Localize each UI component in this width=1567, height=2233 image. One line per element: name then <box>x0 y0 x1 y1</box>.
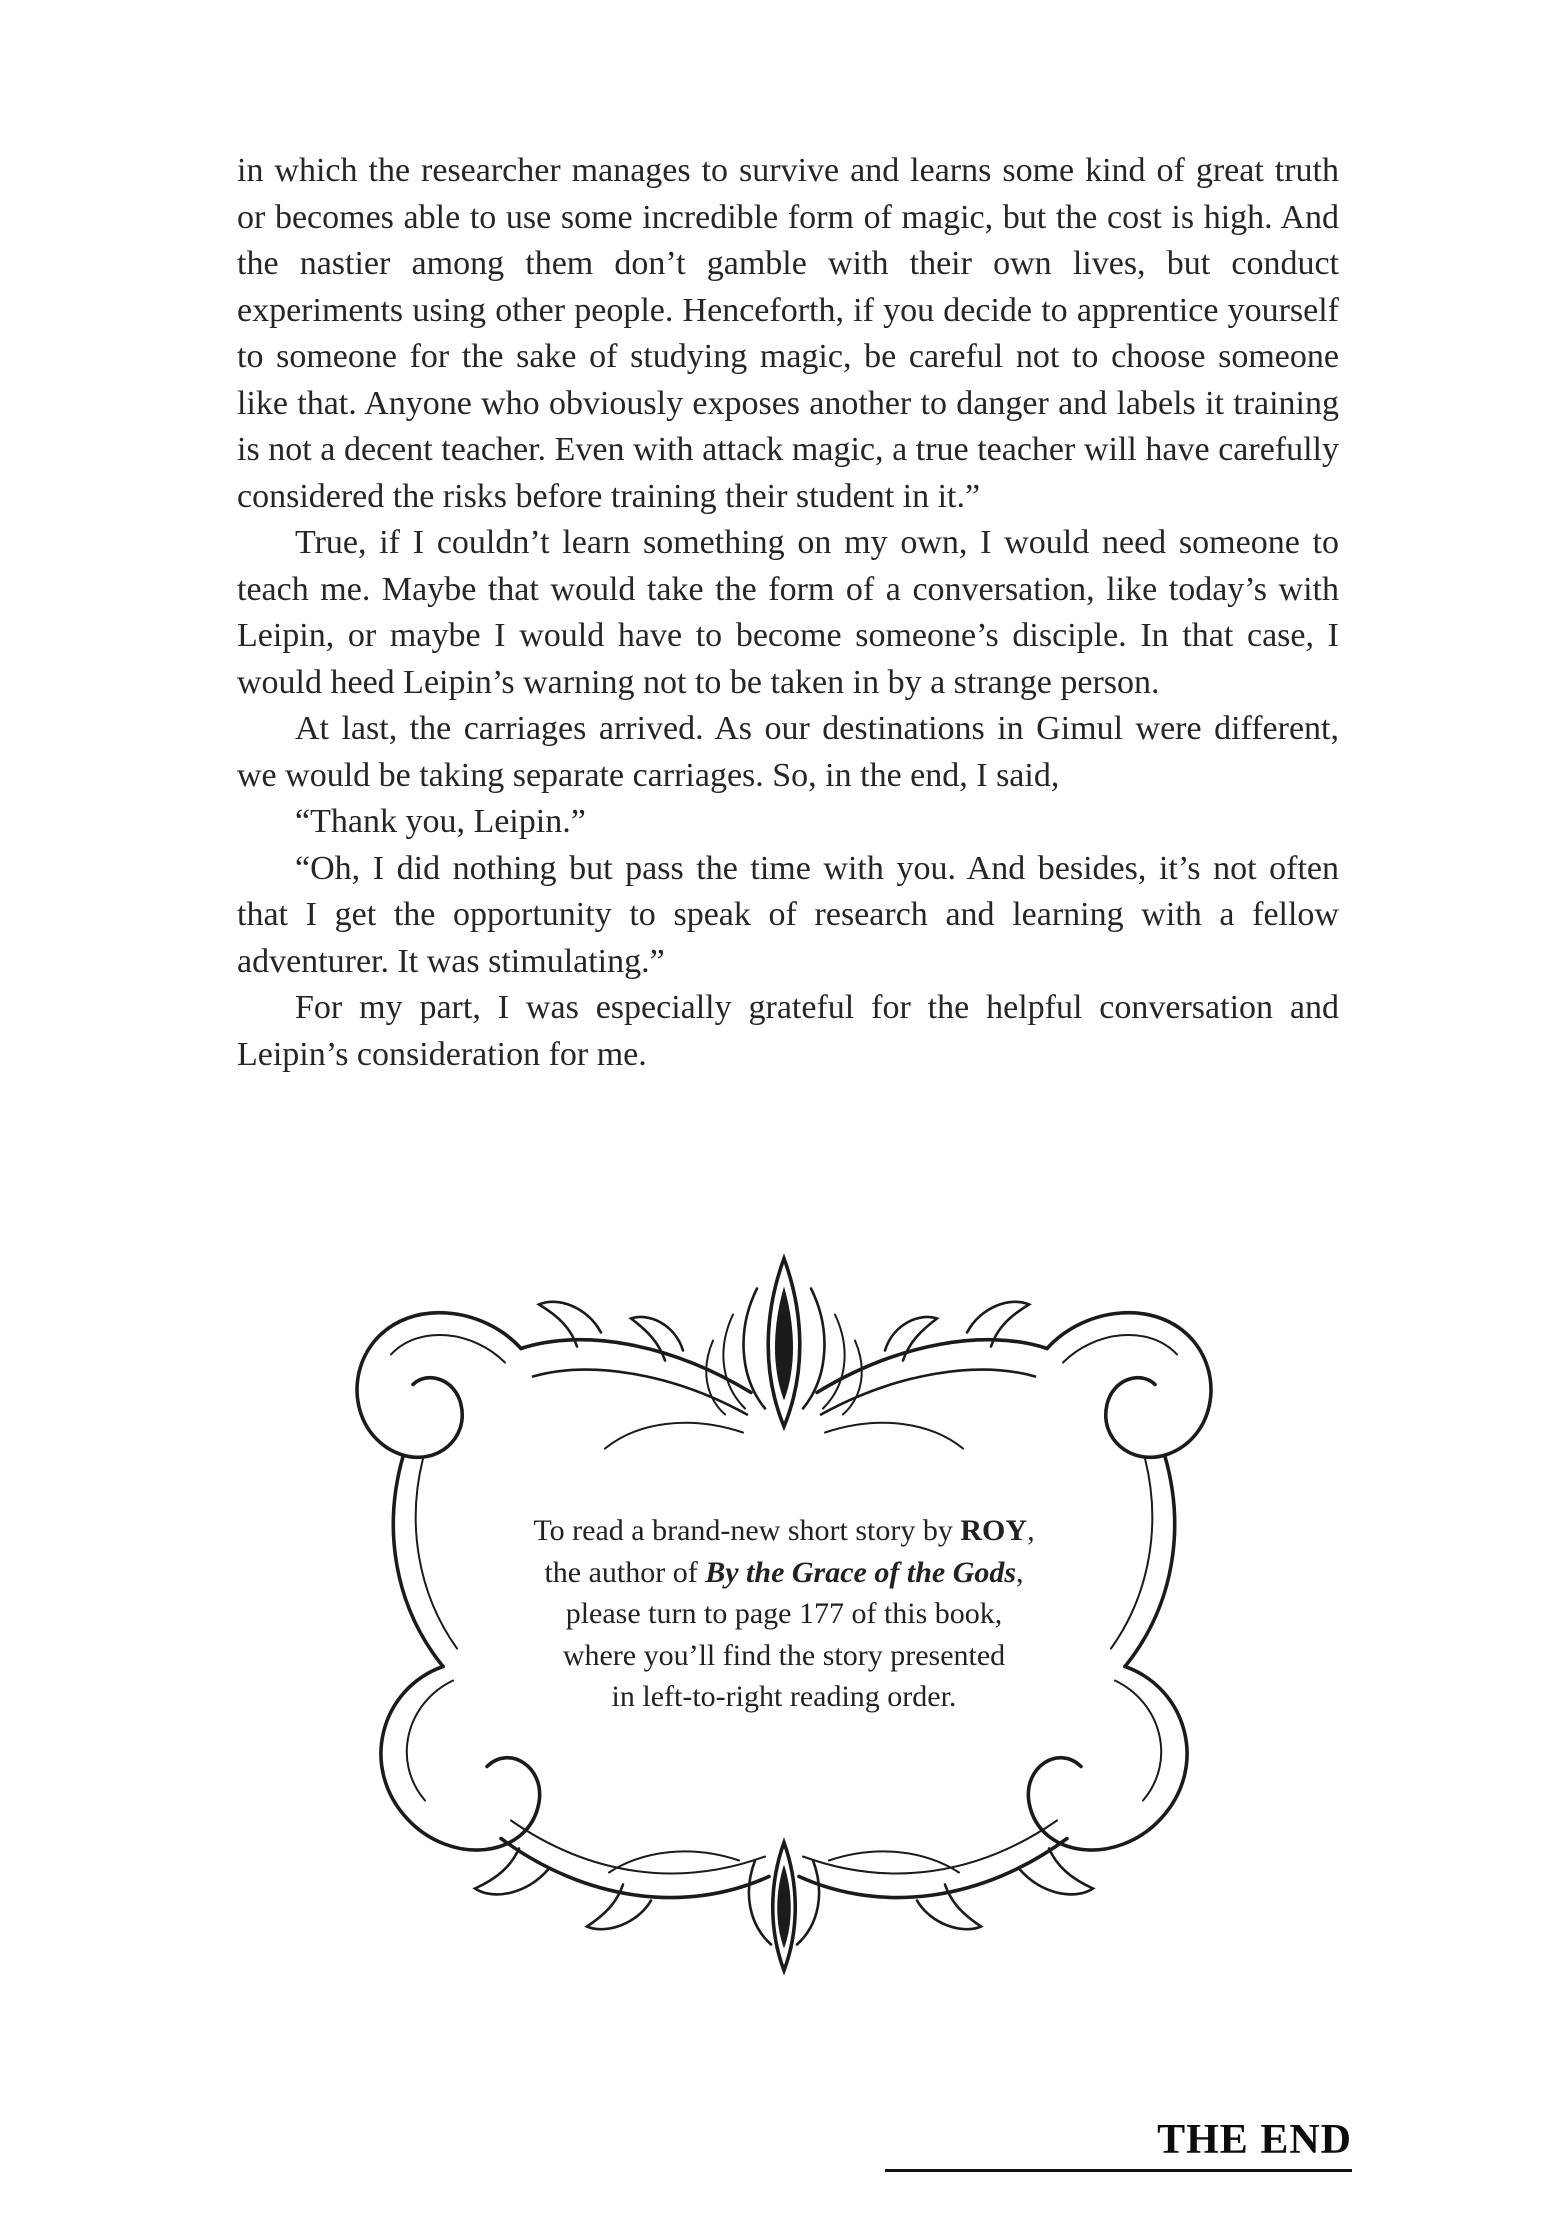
end-rule-line <box>885 2169 1352 2172</box>
paragraph: True, if I couldn’t learn something on my own, I would need someone to teach me. Maybe that would take the form of a conversation, like today’s with Leipin, or maybe I would have to become someone’s disciple. In that case, I would heed Leipin’s warning not to be taken in by a strange person. <box>237 524 1339 701</box>
frame-note-line <box>319 1552 1249 1594</box>
ornamental-frame <box>319 1222 1249 1997</box>
frame-note-line: where you’ll find the story presented <box>562 1638 1006 1672</box>
the-end-label: THE END <box>1157 2117 1352 2163</box>
body-text <box>237 148 1339 1078</box>
paragraph: in which the researcher manages to survive and learns some kind of great truth or becomes able to use some incredible form of magic, but the cost is high. And the nastier among them don’t gamble with their own lives, but conduct experiments using other people. Henceforth, if you decide to apprentice yourself to someone for the sake of studying magic, be careful not to choose someone like that. Anyone who obviously exposes another to danger and labels it training is not a decent teacher. Even with attack magic, a true teacher will have carefully considered the risks before training their student in it.” <box>237 152 1339 515</box>
paragraph: For my part, I was especially grateful for the helpful conversation and Leipin’s consideration for me. <box>237 989 1339 1073</box>
frame-note-text <box>319 1510 1249 1718</box>
note-text-segment: the author of <box>544 1555 706 1589</box>
paragraph: At last, the carriages arrived. As our destinations in Gimul were different, we would be taking separate carriages. So, in the end, I said, <box>237 710 1339 794</box>
note-text-segment: To read a brand-new short story by <box>533 1514 961 1547</box>
frame-note-line: in left-to-right reading order. <box>611 1680 957 1713</box>
page-footer <box>885 2116 1352 2172</box>
frame-note-line <box>319 1510 1249 1552</box>
note-bold-segment: ROY <box>960 1514 1028 1547</box>
note-text-segment: , <box>1027 1514 1035 1547</box>
paragraph: “Thank you, Leipin.” <box>295 803 586 840</box>
note-bold-italic-segment: By the Grace of the Gods <box>705 1555 1017 1589</box>
frame-note-line: please turn to page 177 of this book, <box>565 1597 1003 1630</box>
paragraph: “Oh, I did nothing but pass the time with you. And besides, it’s not often that I get the opportunity to speak of research and learning with a fellow adventurer. It was stimulating.” <box>237 849 1339 980</box>
note-text-segment: , <box>1016 1555 1024 1589</box>
